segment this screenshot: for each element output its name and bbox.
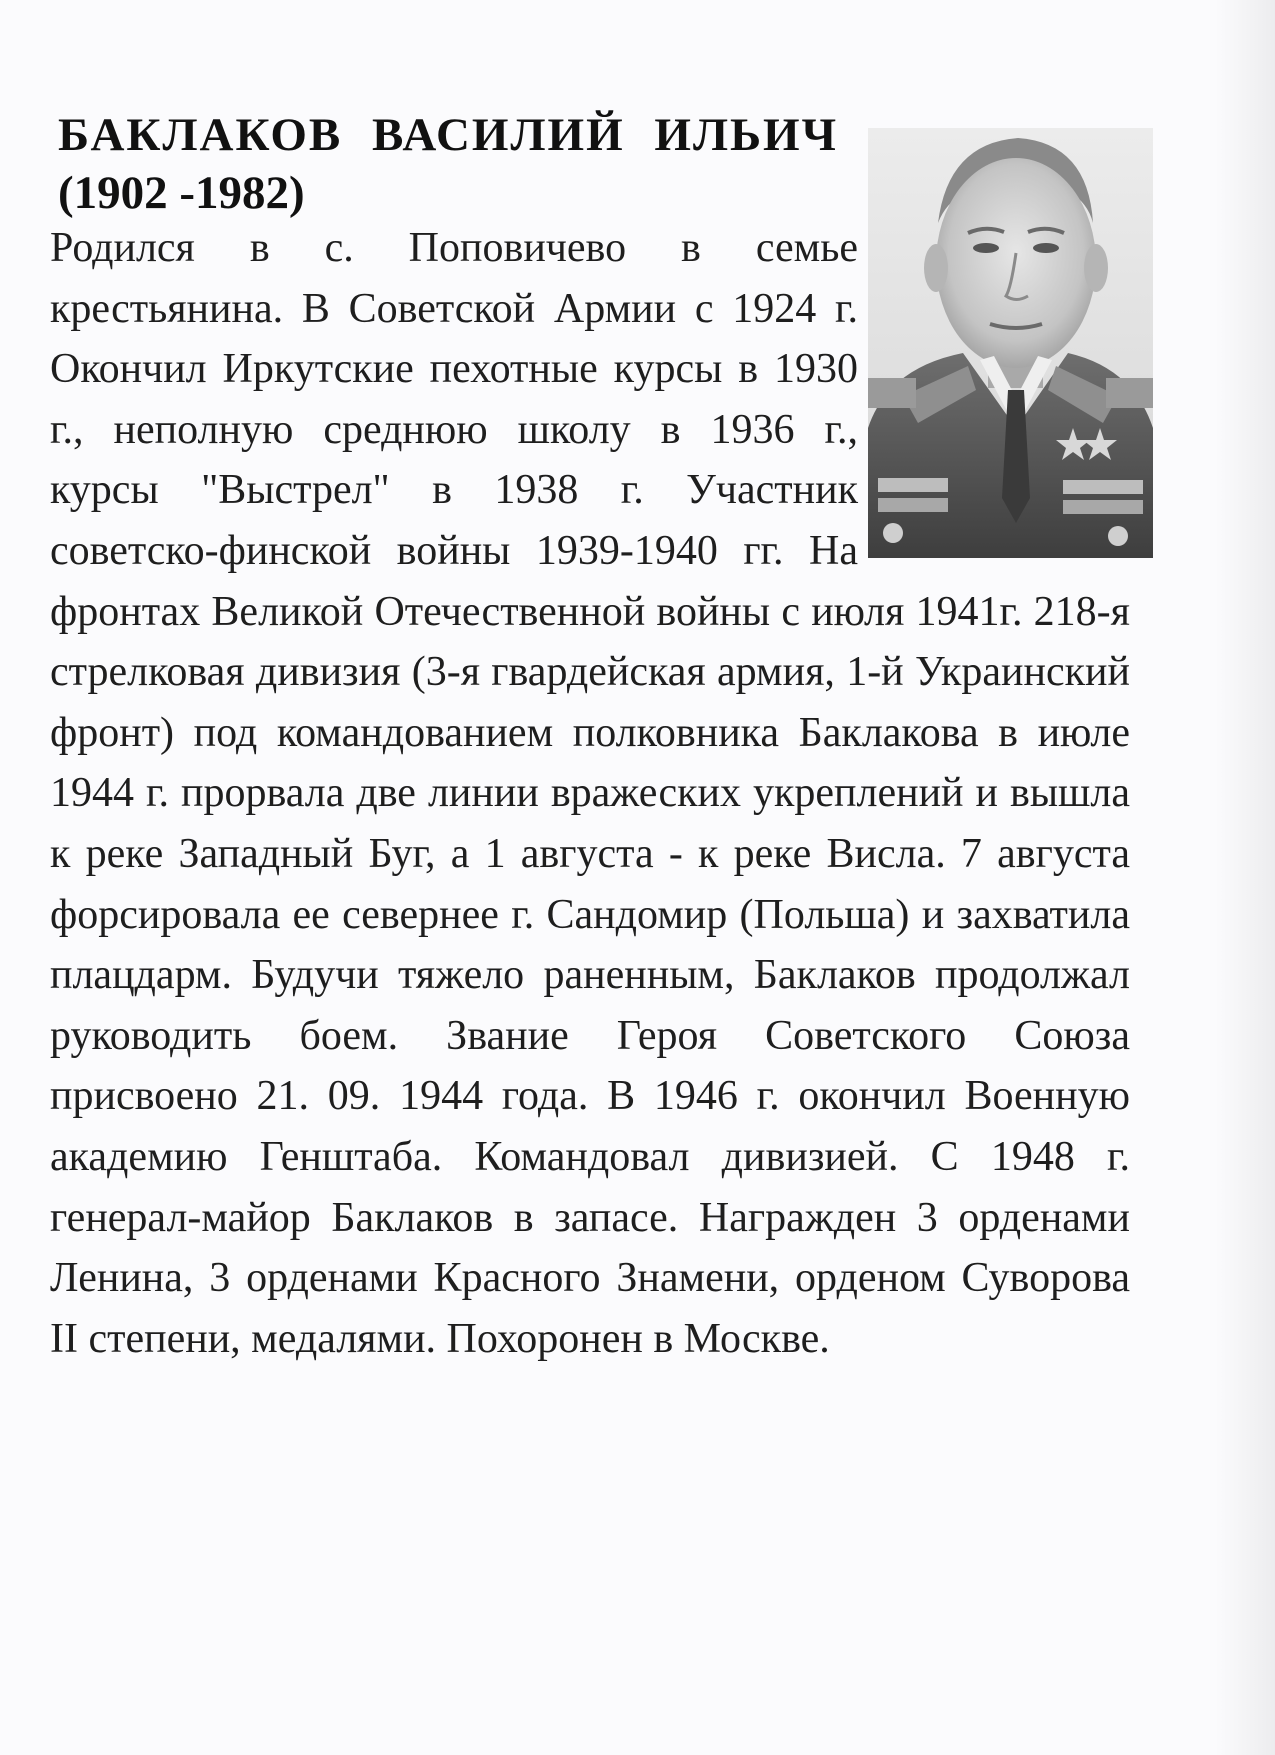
scan-edge-shadow xyxy=(1215,0,1275,1755)
person-name: БАКЛАКОВ ВАСИЛИЙ ИЛЬИЧ xyxy=(58,109,839,162)
life-years: (1902 -1982) xyxy=(58,167,305,220)
biography-text: Родился в с. Поповичево в семье крестьянина. В Советской Армии с 1924 г. Окончил Иркутские пехотные курсы в 1930 г., неполную среднюю школу в 1936 г., курсы "Выстрел" в 1938 г. Участник советско-финской войны 1939-1940 гг. На фронтах Великой Отечественной войны с июля 1941г. 218-я стрелковая дивизия (3-я гвардейская армия, 1-й Украинский фронт) под командованием полковника Баклакова в июле 1944 г. прорвала две линии вражеских укреплений и вышла к реке Западный Буг, а 1 августа - к реке Висла. 7 августа форсировала ее севернее г. Сандомир (Польша) и захватила плацдарм. Будучи тяжело раненным, Баклаков продолжал руководить боем. Звание Героя Советского Союза присвоено 21. 09. 1944 года. В 1946 г. окончил Военную академию Генштаба. Командовал дивизией. С 1948 г. генерал-майор Баклаков в запасе. Награжден 3 орденами Ленина, 3 орденами Красного Знамени, орденом Суворова II степени, медалями. Похоронен в Москве. xyxy=(50,225,1130,1362)
page-heading xyxy=(58,106,878,222)
